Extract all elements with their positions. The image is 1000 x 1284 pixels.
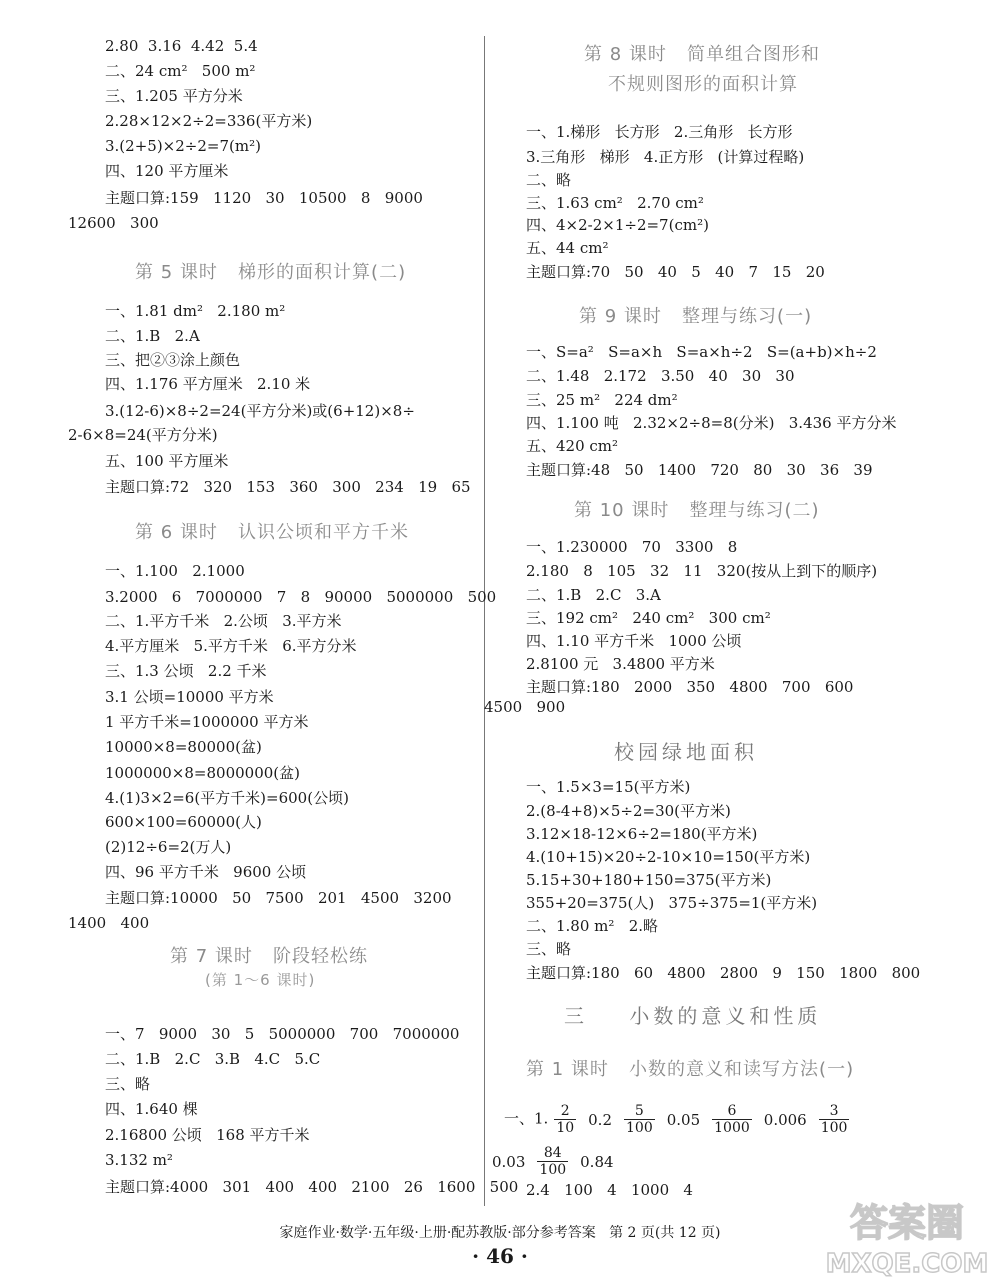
answer-line: 一、1.5×3=15(平方米) bbox=[526, 778, 691, 796]
answer-line: 5.15+30+180+150=375(平方米) bbox=[526, 871, 772, 889]
answer-line: 1000000×8=8000000(盆) bbox=[105, 764, 300, 782]
watermark-top: 答案圈 bbox=[849, 1201, 965, 1245]
fraction bbox=[554, 1103, 576, 1136]
answer-line: 二、略 bbox=[526, 171, 572, 189]
answer-line: 二、1.B 2.C 3.A bbox=[526, 586, 661, 604]
answer-line: 3.(2+5)×2÷2=7(m²) bbox=[105, 137, 261, 155]
denominator: 100 bbox=[626, 1120, 653, 1136]
answer-line: 4.(1)3×2=6(平方千米)=600(公顷) bbox=[105, 789, 349, 807]
section-heading: 第 6 课时 认识公顷和平方千米 bbox=[135, 522, 410, 543]
answer-line: 1400 400 bbox=[68, 914, 150, 932]
answer-line: 2-6×8=24(平方分米) bbox=[68, 426, 218, 444]
answer-line: 五、100 平方厘米 bbox=[105, 452, 229, 470]
answer-line: 4.平方厘米 5.平方千米 6.平方分米 bbox=[105, 637, 357, 655]
denominator: 100 bbox=[820, 1120, 848, 1136]
denominator: 10 bbox=[556, 1120, 575, 1136]
section-heading: 第 1 课时 小数的意义和读写方法(一) bbox=[526, 1059, 855, 1080]
answer-line: 10000×8=80000(盆) bbox=[105, 738, 262, 756]
answer-line: 2.16800 公顷 168 平方千米 bbox=[105, 1126, 310, 1144]
answer-line: 三、25 m² 224 dm² bbox=[526, 391, 678, 409]
answer-line: 四、120 平方厘米 bbox=[105, 162, 229, 180]
fraction-row-2 bbox=[486, 1145, 620, 1178]
denominator: 1000 bbox=[714, 1120, 750, 1136]
answer-line: 2.(8-4+8)×5÷2=30(平方米) bbox=[526, 802, 731, 820]
answer-line: 四、1.176 平方厘米 2.10 米 bbox=[105, 375, 311, 393]
answer-line: 三、1.63 cm² 2.70 cm² bbox=[526, 194, 704, 212]
answer-line: 主题口算:48 50 1400 720 80 30 36 39 bbox=[526, 461, 873, 479]
numerator: 84 bbox=[537, 1145, 568, 1162]
decimal-value: 0.006 bbox=[763, 1110, 807, 1129]
answer-line: 四、1.10 平方千米 1000 公顷 bbox=[526, 632, 742, 650]
answer-line: 三、192 cm² 240 cm² 300 cm² bbox=[526, 609, 771, 627]
answer-line: 3.(12-6)×8÷2=24(平方分米)或(6+12)×8÷ bbox=[105, 402, 415, 420]
answer-line: 600×100=60000(人) bbox=[105, 813, 262, 831]
fraction-row-1 bbox=[504, 1103, 855, 1136]
denominator: 100 bbox=[539, 1162, 567, 1178]
answer-line: 四、96 平方千米 9600 公顷 bbox=[105, 863, 307, 881]
answer-line: 2.4 100 4 1000 4 bbox=[526, 1181, 693, 1199]
page-footer: 家庭作业·数学·五年级·上册·配苏教版·部分参考答案 第 2 页(共 12 页) bbox=[279, 1225, 721, 1241]
answer-line: 二、24 cm² 500 m² bbox=[105, 62, 256, 80]
answer-line: 2.28×12×2÷2=336(平方米) bbox=[105, 112, 313, 130]
fraction bbox=[819, 1103, 850, 1136]
decimal-value: 0.2 bbox=[588, 1110, 612, 1129]
answer-line: 三、略 bbox=[526, 940, 572, 958]
answer-line: 一、1.81 dm² 2.180 m² bbox=[105, 302, 286, 320]
answer-line: 四、1.640 棵 bbox=[105, 1100, 198, 1118]
answer-line: 一、1.梯形 长方形 2.三角形 长方形 bbox=[526, 123, 793, 141]
decimal-value: 0.05 bbox=[666, 1110, 701, 1129]
answer-line: 2.180 8 105 32 11 320(按从上到下的顺序) bbox=[526, 562, 878, 580]
answer-line: 主题口算:72 320 153 360 300 234 19 65 bbox=[105, 478, 471, 496]
answer-line: 二、1.48 2.172 3.50 40 30 30 bbox=[526, 367, 795, 385]
section-heading: 第 5 课时 梯形的面积计算(二) bbox=[135, 262, 407, 283]
answer-line: 四、1.100 吨 2.32×2÷8=8(分米) 3.436 平方分米 bbox=[526, 414, 897, 432]
answer-line: 五、420 cm² bbox=[526, 437, 619, 455]
decimal-value: 0.84 bbox=[580, 1152, 614, 1171]
answer-line: 4.(10+15)×20÷2-10×10=150(平方米) bbox=[526, 848, 811, 866]
answer-line: 1 平方千米=1000000 平方米 bbox=[105, 713, 309, 731]
answer-line: (2)12÷6=2(万人) bbox=[105, 838, 232, 856]
decimal-value: 0.03 bbox=[492, 1152, 526, 1171]
fraction-prefix: 一、1. bbox=[504, 1109, 549, 1128]
answer-line: 3.三角形 梯形 4.正方形 (计算过程略) bbox=[526, 148, 805, 166]
section-heading: 第 7 课时 阶段轻松练 bbox=[170, 946, 369, 967]
answer-line: 一、1.100 2.1000 bbox=[105, 562, 245, 580]
answer-line: 三、略 bbox=[105, 1075, 151, 1093]
section-heading: 三 小数的意义和性质 bbox=[564, 1004, 822, 1028]
section-heading: 不规则图形的面积计算 bbox=[608, 74, 798, 95]
section-heading: 第 9 课时 整理与练习(一) bbox=[579, 306, 813, 327]
answer-line: 355+20=375(人) 375÷375=1(平方米) bbox=[526, 894, 818, 912]
section-heading: (第 1～6 课时) bbox=[205, 971, 316, 989]
answer-line: 4500 900 bbox=[484, 698, 566, 716]
answer-line: 主题口算:180 60 4800 2800 9 150 1800 800 bbox=[526, 964, 921, 982]
fraction bbox=[712, 1103, 752, 1136]
answer-line: 一、7 9000 30 5 5000000 700 7000000 bbox=[105, 1025, 460, 1043]
answer-line: 三、1.3 公顷 2.2 千米 bbox=[105, 662, 267, 680]
column-divider bbox=[484, 36, 485, 1206]
page-number: · 46 · bbox=[472, 1244, 528, 1268]
answer-line: 一、1.230000 70 3300 8 bbox=[526, 538, 738, 556]
answer-line: 三、1.205 平方分米 bbox=[105, 87, 243, 105]
answer-line: 主题口算:159 1120 30 10500 8 9000 bbox=[105, 189, 423, 207]
answer-line: 二、1.B 2.A bbox=[105, 327, 200, 345]
answer-line: 2.8100 元 3.4800 平方米 bbox=[526, 655, 715, 673]
numerator: 3 bbox=[819, 1103, 850, 1120]
numerator: 5 bbox=[624, 1103, 655, 1120]
answer-line: 3.2000 6 7000000 7 8 90000 5000000 500 bbox=[105, 588, 497, 606]
answer-line: 五、44 cm² bbox=[526, 239, 609, 257]
answer-line: 二、1.80 m² 2.略 bbox=[526, 917, 659, 935]
answer-line: 3.12×18-12×6÷2=180(平方米) bbox=[526, 825, 758, 843]
answer-line: 主题口算:180 2000 350 4800 700 600 bbox=[526, 678, 854, 696]
answer-line: 主题口算:4000 301 400 400 2100 26 1600 500 bbox=[105, 1178, 519, 1196]
answer-line: 2.80 3.16 4.42 5.4 bbox=[105, 37, 258, 55]
answer-line: 一、S=a² S=a×h S=a×h÷2 S=(a+b)×h÷2 bbox=[526, 343, 877, 361]
answer-line: 四、4×2-2×1÷2=7(cm²) bbox=[526, 216, 709, 234]
watermark-bottom: MXQE.COM bbox=[825, 1249, 989, 1278]
section-heading: 校园绿地面积 bbox=[614, 740, 758, 764]
answer-line: 3.1 公顷=10000 平方米 bbox=[105, 688, 274, 706]
answer-line: 主题口算:10000 50 7500 201 4500 3200 bbox=[105, 889, 452, 907]
fraction bbox=[537, 1145, 568, 1178]
numerator: 2 bbox=[554, 1103, 576, 1120]
answer-line: 二、1.B 2.C 3.B 4.C 5.C bbox=[105, 1050, 321, 1068]
section-heading: 第 10 课时 整理与练习(二) bbox=[574, 500, 820, 521]
answer-line: 三、把②③涂上颜色 bbox=[105, 351, 241, 369]
section-heading: 第 8 课时 简单组合图形和 bbox=[584, 44, 821, 65]
answer-line: 3.132 m² bbox=[105, 1151, 173, 1169]
answer-line: 主题口算:70 50 40 5 40 7 15 20 bbox=[526, 263, 825, 281]
numerator: 6 bbox=[712, 1103, 752, 1120]
fraction bbox=[624, 1103, 655, 1136]
answer-line: 二、1.平方千米 2.公顷 3.平方米 bbox=[105, 612, 342, 630]
watermark-logo bbox=[822, 1192, 992, 1278]
answer-line: 12600 300 bbox=[68, 214, 159, 232]
